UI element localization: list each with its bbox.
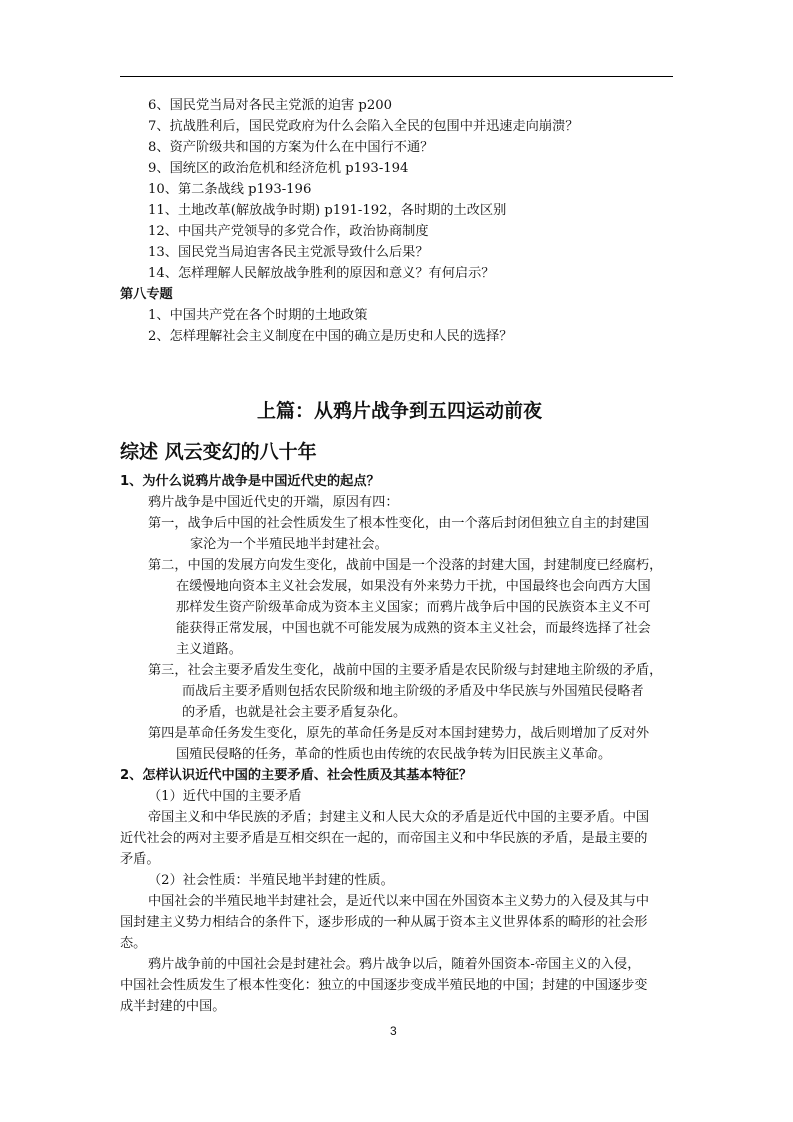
part-title: 上篇：从鸦片战争到五四运动前夜 [257, 400, 543, 422]
toc-item: 9、国统区的政治危机和经济危机 p193-194 [148, 161, 409, 176]
toc-item: 7、抗战胜利后，国民党政府为什么会陷入全民的包围中并迅速走向崩溃？ [148, 119, 579, 134]
header-rule [120, 76, 673, 77]
paragraph-line: 矛盾。 [120, 852, 160, 867]
paragraph-line: 家沦为一个半殖民地半封建社会。 [190, 537, 388, 552]
question-heading: 2、怎样认识近代中国的主要矛盾、社会性质及其基本特征？ [120, 768, 473, 783]
paragraph-line: 能获得正常发展，中国也就不可能发展为成熟的资本主义社会，而最终选择了社会 [176, 621, 651, 636]
paragraph-line: 第一，战争后中国的社会性质发生了根本性变化，由一个落后封闭但独立自主的封建国 [148, 516, 650, 531]
toc-item: 11、土地改革(解放战争时期) p191-192，各时期的土改区别 [148, 203, 507, 218]
paragraph-line: 在缓慢地向资本主义社会发展，如果没有外来势力干扰，中国最终也会向西方大国 [176, 579, 651, 594]
toc-item: 2、怎样理解社会主义制度在中国的确立是历史和人民的选择？ [148, 329, 513, 344]
toc-item: 6、国民党当局对各民主党派的迫害 p200 [148, 98, 393, 113]
paragraph-line: 近代社会的两对主要矛盾是互相交织在一起的，而帝国主义和中华民族的矛盾，是最主要的 [120, 831, 648, 846]
paragraph-line: 中国社会性质发生了根本性变化：独立的中国逐步变成半殖民地的中国；封建的中国逐步变 [120, 978, 648, 993]
paragraph-line: 第四是革命任务发生变化，原先的革命任务是反对本国封建势力，战后则增加了反对外 [148, 726, 650, 741]
paragraph-line: 成半封建的中国。 [120, 999, 226, 1014]
paragraph-line: 的矛盾，也就是社会主要矛盾复杂化。 [182, 705, 407, 720]
paragraph-line: 鸦片战争是中国近代史的开端，原因有四： [148, 495, 399, 510]
toc-item: 13、国民党当局迫害各民主党派导致什么后果？ [148, 245, 429, 260]
toc-item: 8、资产阶级共和国的方案为什么在中国行不通？ [148, 140, 434, 155]
paragraph-line: 鸦片战争前的中国社会是封建社会。鸦片战争以后，随着外国资本-帝国主义的入侵， [148, 957, 641, 972]
paragraph-line: 帝国主义和中华民族的矛盾；封建主义和人民大众的矛盾是近代中国的主要矛盾。中国 [148, 810, 650, 825]
paragraph-line: 而战后主要矛盾则包括农民阶级和地主阶级的矛盾及中华民族与外国殖民侵略者 [182, 684, 644, 699]
toc-item: 14、怎样理解人民解放战争胜利的原因和意义？有何启示？ [148, 266, 495, 281]
paragraph-line: 中国社会的半殖民地半封建社会，是近代以来中国在外国资本主义势力的入侵及其与中 [148, 894, 650, 909]
paragraph-line: 国封建主义势力相结合的条件下，逐步形成的一种从属于资本主义世界体系的畸形的社会形 [120, 915, 648, 930]
toc-item: 10、第二条战线 p193-196 [148, 182, 312, 197]
paragraph-line: 态。 [120, 936, 147, 951]
subheading: （1）近代中国的主要矛盾 [148, 789, 302, 804]
toc-item: 12、中国共产党领导的多党合作，政治协商制度 [148, 224, 429, 239]
paragraph-line: 第三，社会主要矛盾发生变化，战前中国的主要矛盾是农民阶级与封建地主阶级的矛盾， [148, 663, 663, 678]
toc-item: 1、中国共产党在各个时期的土地政策 [148, 308, 368, 323]
paragraph-line: 第二，中国的发展方向发生变化，战前中国是一个没落的封建大国，封建制度已经腐朽， [148, 558, 663, 573]
paragraph-line: 那样发生资产阶级革命成为资本主义国家；而鸦片战争后中国的民族资本主义不可 [176, 600, 651, 615]
paragraph-line: 主义道路。 [176, 642, 242, 657]
chapter-title: 综述 风云变幻的八十年 [120, 441, 317, 463]
paragraph-line: 国殖民侵略的任务，革命的性质也由传统的农民战争转为旧民族主义革命。 [176, 747, 612, 762]
question-heading: 1、为什么说鸦片战争是中国近代史的起点？ [120, 474, 380, 489]
page-number: 3 [390, 1024, 397, 1038]
subheading: （2）社会性质：半殖民地半封建的性质。 [148, 873, 394, 888]
section-heading: 第八专题 [120, 287, 173, 302]
